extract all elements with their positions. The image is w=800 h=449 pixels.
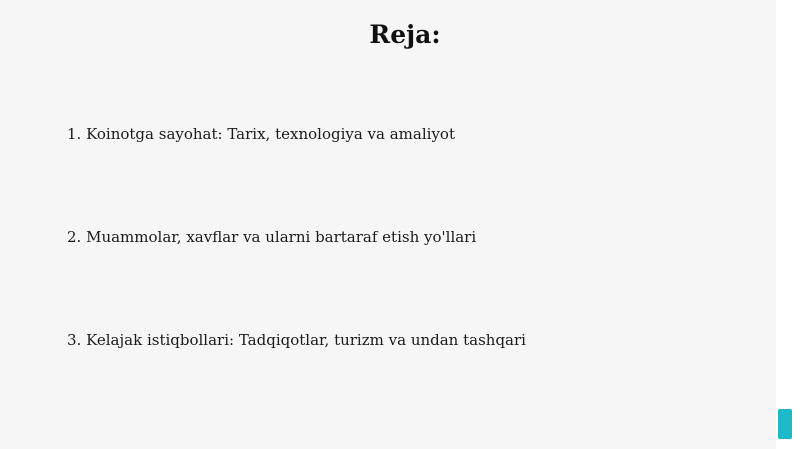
scrollbar-thumb[interactable] <box>778 409 792 439</box>
plan-item-3: 3. Kelajak istiqbollari: Tadqiqotlar, turizm va undan tashqari <box>67 331 526 349</box>
slide-title: Reja: <box>369 20 441 49</box>
plan-item-1: 1. Koinotga sayohat: Tarix, texnologiya va amaliyot <box>67 125 455 143</box>
plan-item-2: 2. Muammolar, xavflar va ularni bartaraf etish yo'llari <box>67 228 477 246</box>
scrollbar-track[interactable] <box>776 0 800 449</box>
